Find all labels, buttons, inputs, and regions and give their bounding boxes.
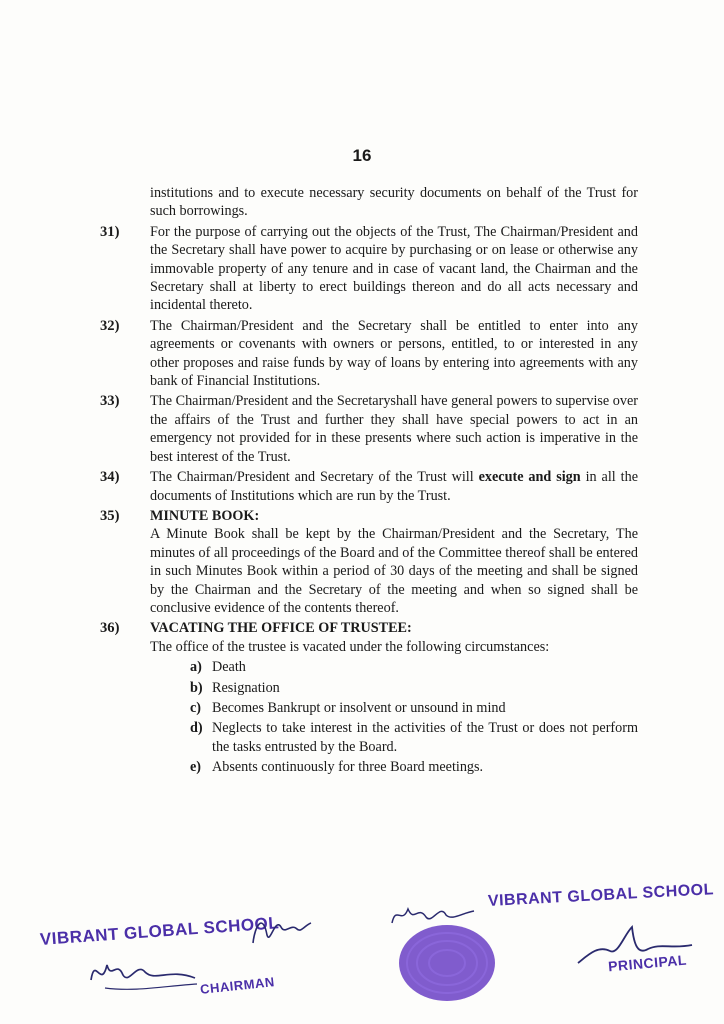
list-item-text: Absents continuously for three Board meetings. [212, 759, 484, 776]
list-item [190, 719, 638, 756]
page-number: 16 [352, 146, 372, 165]
chairman-role-stamp: CHAIRMAN [199, 974, 276, 997]
clause-text: The Chairman/President and the Secretary shall be entitled to enter into any agreements or covenants with owners or persons, entitled, to or interested in any other proposes and raise funds by way of loans by entering into agreements with any bank of Financial Institutions. [150, 317, 638, 390]
chairman-signature-bottom [85, 950, 205, 995]
clause-number: 36) [100, 620, 120, 637]
clause-number: 33) [100, 393, 120, 410]
list-item-label: d) [190, 720, 203, 737]
principal-role-stamp: PRINCIPAL [607, 951, 688, 975]
clause-heading: MINUTE BOOK: [150, 507, 260, 524]
right-school-stamp: VIBRANT GLOBAL SCHOOL [487, 881, 715, 910]
clause-number: 34) [100, 469, 120, 486]
list-item [190, 679, 638, 697]
clause-31 [100, 223, 638, 315]
clause-33 [100, 392, 638, 466]
document-body [100, 184, 638, 779]
clause-heading: VACATING THE OFFICE OF TRUSTEE: [150, 620, 412, 637]
clause-text [150, 468, 638, 505]
list-item [190, 658, 638, 676]
clause-32 [100, 317, 638, 391]
clause-35 [100, 507, 638, 617]
left-school-stamp: VIBRANT GLOBAL SCHOOL [39, 913, 280, 949]
clause-text-end: in all the documents of Institutions which are run by the Trust. [150, 469, 638, 504]
list-item-label: c) [190, 699, 202, 716]
list-item-label: a) [190, 659, 202, 676]
vacating-circumstances-list [150, 658, 638, 776]
clause-text: A Minute Book shall be kept by the Chairman/President and the Secretary, The minutes of all proceedings of the Board and of the Committee thereof shall be entered in such Minutes Book within a period of 30 days of the meeting and shall be signed by the Chairman and the Secretary of the meeting and when so signed shall be conclusive evidence of the contents thereof. [150, 526, 638, 616]
clause-text: For the purpose of carrying out the objects of the Trust, The Chairman/President and the Secretary shall have power to acquire by purchasing or on lease or otherwise any immovable property of any tenure and in case of vacant land, the Chairman and the Secretary shall at liberty to erect buildings thereon and do all acts necessary and incidental thereto. [150, 223, 638, 314]
trustee-signature [388, 895, 478, 935]
list-item-text: Becomes Bankrupt or insolvent or unsound in mind [212, 699, 506, 716]
clause-number: 32) [100, 317, 120, 334]
list-item-text: Neglects to take interest in the activities of the Trust or does not perform the tasks entrusted by the Board. [212, 720, 638, 755]
list-item-label: b) [190, 679, 203, 696]
intro-paragraph: institutions and to execute necessary security documents on behalf of the Trust for such borrowings. [150, 185, 638, 220]
list-item-text: Death [212, 659, 246, 676]
clause-text: The office of the trustee is vacated under the following circumstances: [150, 638, 550, 655]
list-item [190, 699, 638, 717]
clause-36 [100, 619, 638, 776]
clause-number: 31) [100, 223, 120, 240]
clause-text-emphasis: execute and sign [478, 469, 581, 486]
clause-number: 35) [100, 507, 120, 524]
clause-text-start: The Chairman/President and Secretary of the Trust will [150, 469, 479, 486]
clause-text: The Chairman/President and the Secretaryshall have general powers to supervise over the affairs of the Trust and further they shall have special powers to act in an emergency not provided for in these presents where such action is imperative in the best interest of the Trust. [150, 393, 638, 465]
list-item-label: e) [190, 759, 202, 776]
chairman-signature-top [245, 905, 315, 955]
list-item [190, 758, 638, 776]
clause-34 [100, 468, 638, 505]
list-item-text: Resignation [212, 679, 280, 696]
